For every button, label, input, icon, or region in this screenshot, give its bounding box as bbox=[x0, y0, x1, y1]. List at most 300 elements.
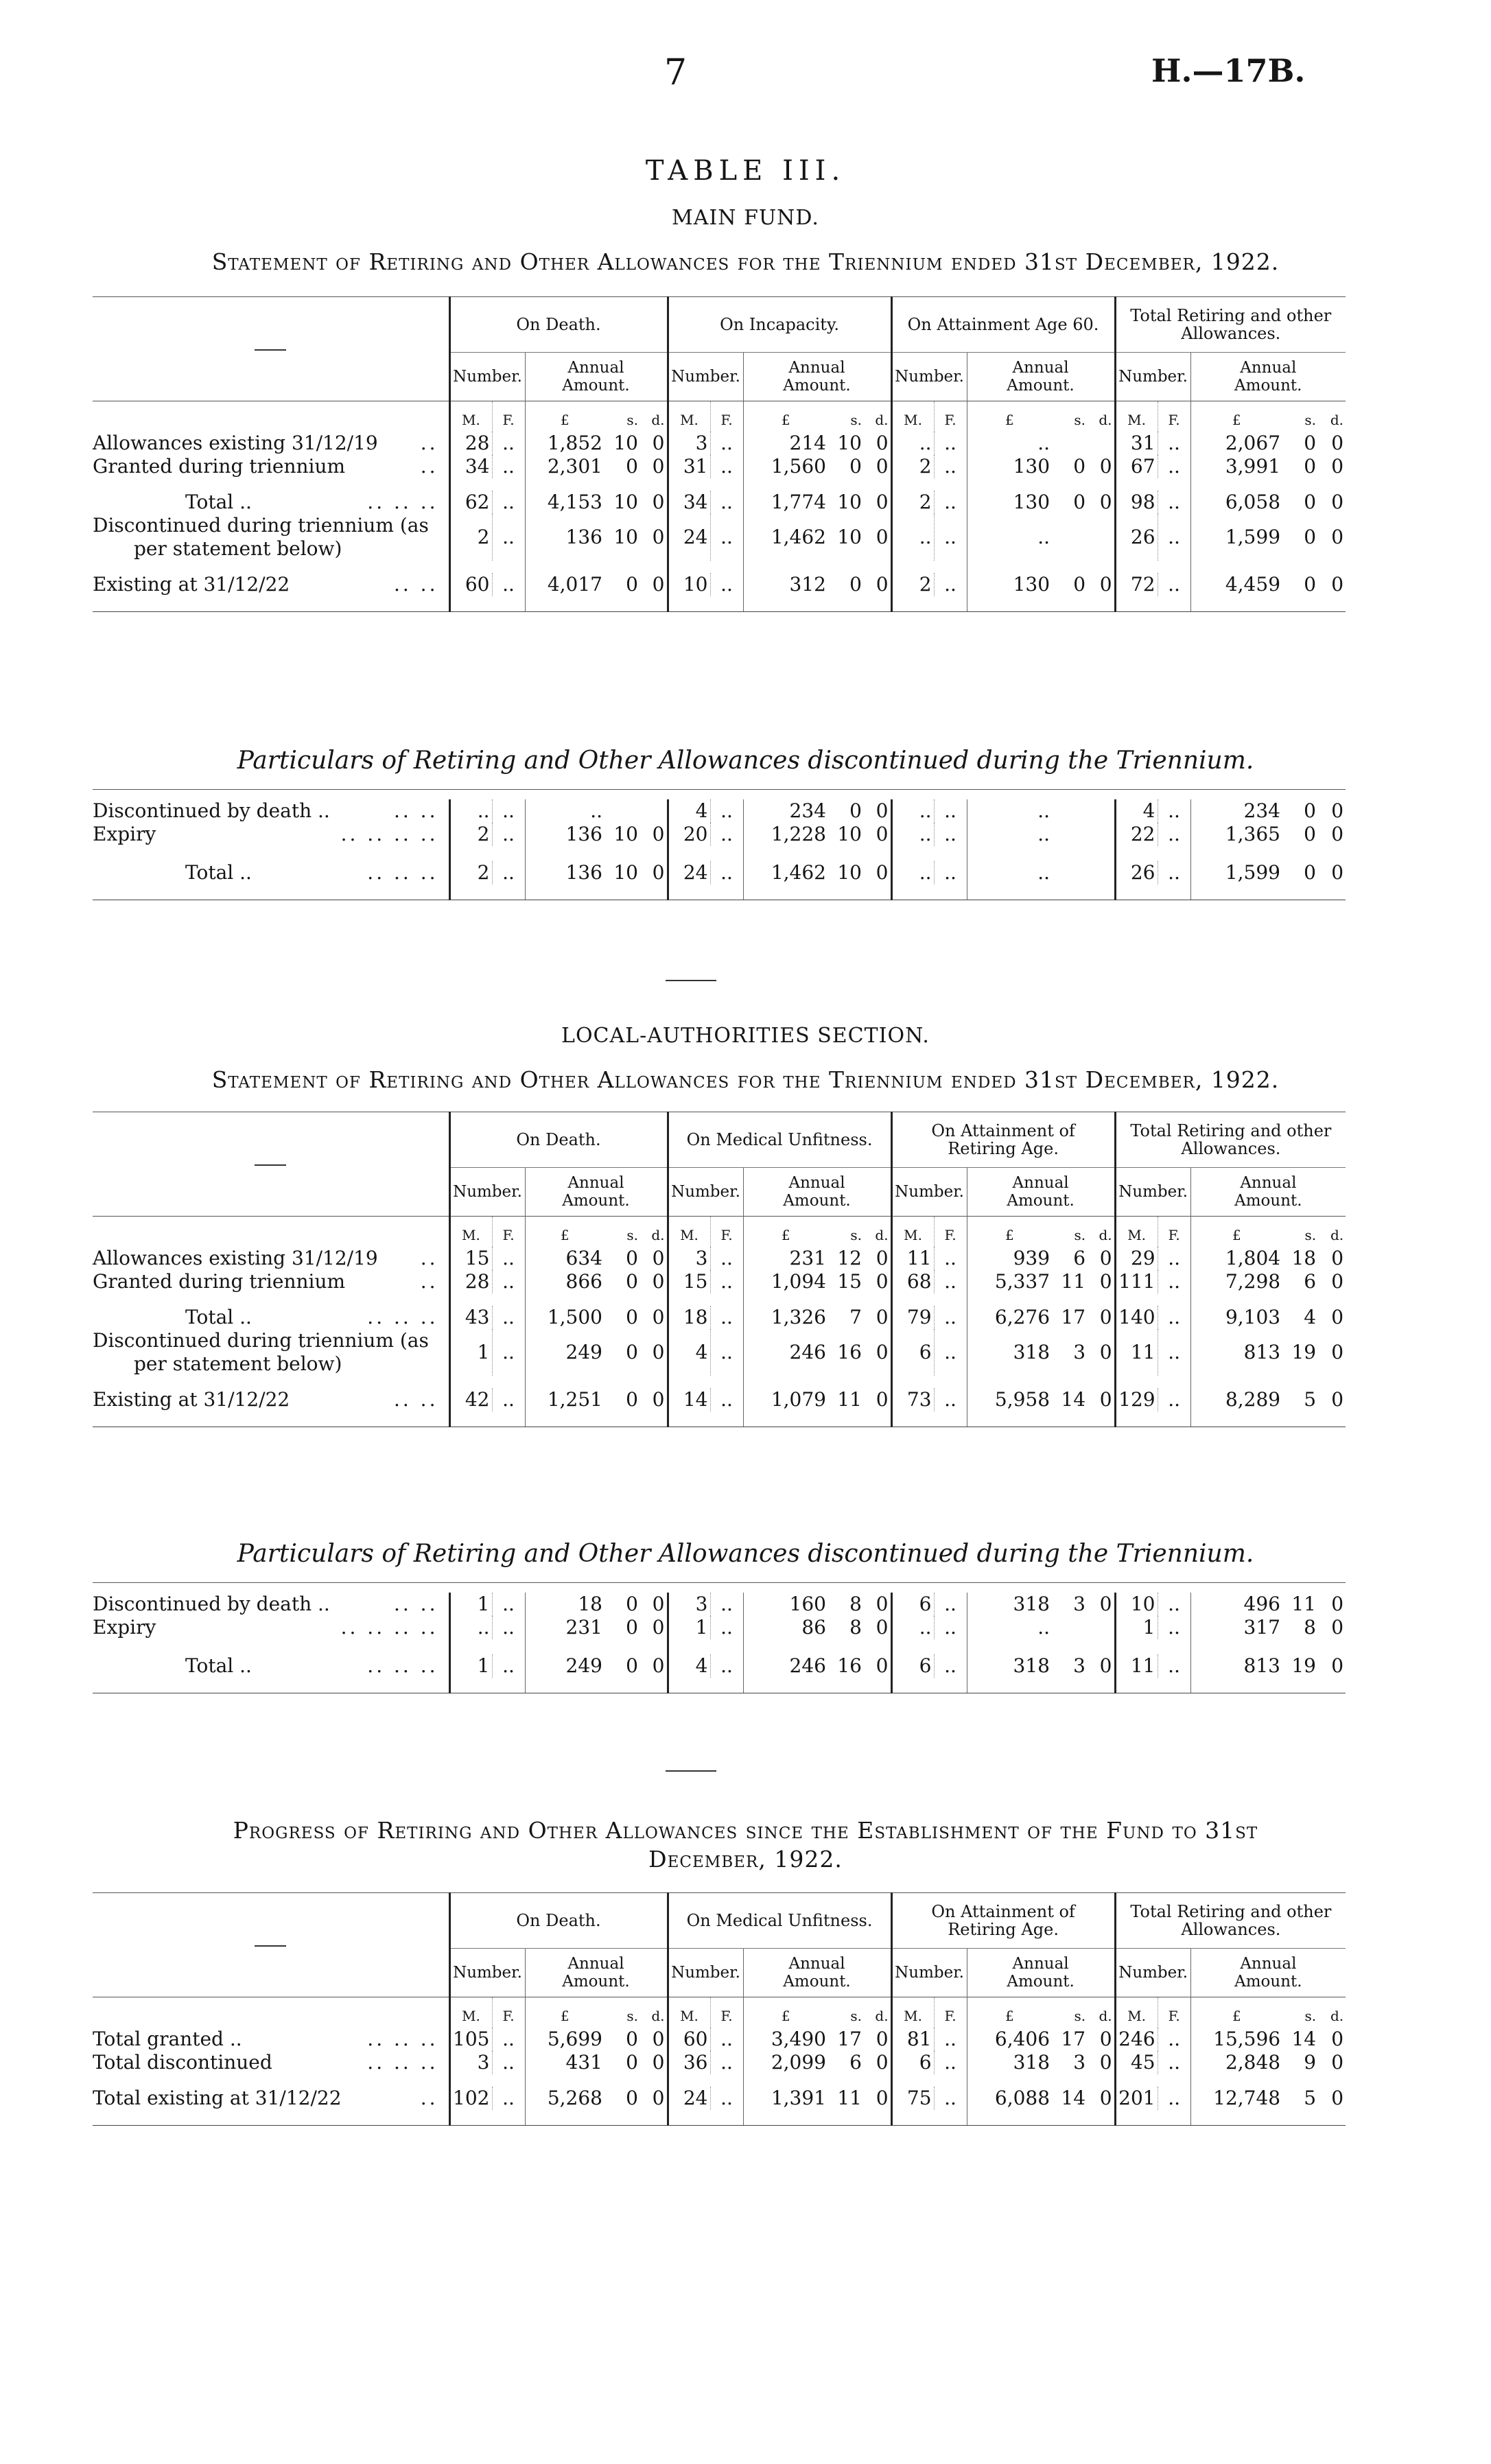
count-m: 43 bbox=[449, 1306, 492, 1329]
table-row bbox=[93, 1247, 1346, 1270]
amount-pence: 0 bbox=[1099, 1341, 1112, 1363]
count-m: 4 bbox=[1115, 799, 1158, 823]
amount-pence: 0 bbox=[1331, 455, 1344, 478]
amount-shillings: 0 bbox=[1073, 491, 1086, 513]
unit-label: M. bbox=[1115, 1217, 1158, 1247]
table-row bbox=[93, 455, 1346, 478]
unit-label: £ bbox=[525, 1217, 604, 1247]
unit-label: d. bbox=[1318, 1997, 1346, 2028]
amount-shillings: 3 bbox=[1073, 2051, 1086, 2074]
amount-pounds: .. bbox=[967, 514, 1052, 561]
count-m: 246 bbox=[1115, 2028, 1158, 2051]
amount-pounds: 130 bbox=[967, 573, 1052, 596]
amount-pence: 0 bbox=[876, 1306, 889, 1328]
count-f: .. bbox=[1158, 514, 1190, 561]
row-label-text: Discontinued during triennium (as bbox=[93, 514, 429, 537]
count-f: .. bbox=[710, 491, 743, 514]
amount-pounds: 9,103 bbox=[1190, 1306, 1282, 1329]
leader-dots: .. .. .. bbox=[367, 491, 438, 513]
amount-shillings: 0 bbox=[626, 1388, 638, 1411]
amount-pounds: 1,094 bbox=[743, 1270, 828, 1293]
dash-mark bbox=[255, 349, 286, 351]
annual-amount-header: Annual Amount. bbox=[1190, 1168, 1346, 1217]
amount-shillings: 0 bbox=[1304, 455, 1317, 478]
amount-pounds: 130 bbox=[967, 491, 1052, 514]
table-bottom-rule bbox=[93, 884, 1346, 900]
amount-shillings: 17 bbox=[1061, 1306, 1086, 1328]
amount-pence bbox=[640, 799, 668, 823]
amount-shillings: 11 bbox=[837, 2087, 862, 2109]
count-f: .. bbox=[492, 432, 525, 455]
amount-pounds: .. bbox=[967, 861, 1052, 884]
amount-shillings: 0 bbox=[1073, 455, 1086, 478]
row-label bbox=[93, 1616, 449, 1639]
count-f: .. bbox=[1158, 823, 1190, 846]
unit-label: d. bbox=[864, 1217, 891, 1247]
count-m: 1 bbox=[449, 1593, 492, 1616]
row-label-continued: per statement below) bbox=[134, 537, 342, 560]
row-label bbox=[93, 1654, 449, 1678]
annual-amount-header: Annual Amount. bbox=[967, 353, 1115, 401]
amount-shillings bbox=[1052, 1616, 1088, 1639]
count-f: .. bbox=[1158, 1616, 1190, 1639]
count-f: .. bbox=[492, 1616, 525, 1639]
count-m: 72 bbox=[1115, 573, 1158, 596]
number-header: Number. bbox=[668, 353, 743, 401]
amount-pounds: 1,462 bbox=[743, 514, 828, 561]
progress-heading-line-2: December, 1922. bbox=[648, 1846, 843, 1873]
amount-shillings: 0 bbox=[1304, 861, 1316, 884]
count-f: .. bbox=[934, 1616, 967, 1639]
column-group-3: On Attainment Age 60. bbox=[891, 297, 1115, 353]
amount-pence bbox=[1088, 861, 1115, 884]
amount-pence bbox=[1088, 799, 1115, 823]
amount-shillings: 9 bbox=[1304, 2051, 1317, 2074]
count-f: .. bbox=[710, 1654, 743, 1678]
unit-label: £ bbox=[525, 1997, 604, 2028]
amount-shillings: 8 bbox=[849, 1616, 862, 1639]
count-m: 75 bbox=[891, 2087, 934, 2110]
amount-pence: 0 bbox=[652, 2087, 665, 2109]
count-m: 6 bbox=[891, 1593, 934, 1616]
count-f: .. bbox=[1158, 1593, 1190, 1616]
annual-amount-header: Annual Amount. bbox=[967, 1168, 1115, 1217]
amount-pence: 0 bbox=[1099, 2051, 1112, 2074]
row-label-text: Total .. bbox=[185, 491, 252, 513]
count-m: 2 bbox=[449, 823, 492, 846]
table-row bbox=[93, 514, 1346, 561]
amount-pounds: 136 bbox=[525, 514, 604, 561]
count-m: 6 bbox=[891, 2051, 934, 2074]
amount-shillings bbox=[1052, 861, 1088, 884]
amount-pence bbox=[1088, 432, 1115, 455]
count-f: .. bbox=[1158, 1306, 1190, 1329]
count-m: 2 bbox=[891, 573, 934, 596]
amount-pounds: 2,848 bbox=[1190, 2051, 1282, 2074]
count-f: .. bbox=[934, 1247, 967, 1270]
unit-header-row bbox=[93, 401, 1346, 432]
amount-pounds: 431 bbox=[525, 2051, 604, 2074]
amount-pounds: 5,337 bbox=[967, 1270, 1052, 1293]
count-m: .. bbox=[891, 799, 934, 823]
count-f: .. bbox=[492, 2028, 525, 2051]
unit-label: £ bbox=[525, 401, 604, 432]
unit-label: d. bbox=[1088, 1997, 1115, 2028]
amount-pence: 0 bbox=[652, 1654, 665, 1677]
dash-mark bbox=[255, 1164, 286, 1166]
leader-dots: .. .. .. bbox=[367, 1306, 438, 1328]
amount-shillings: 17 bbox=[837, 2028, 862, 2050]
count-f: .. bbox=[1158, 573, 1190, 596]
row-spacer bbox=[93, 478, 1346, 491]
amount-shillings: 0 bbox=[626, 1593, 638, 1615]
unit-label: £ bbox=[1190, 1997, 1282, 2028]
count-f: .. bbox=[710, 1593, 743, 1616]
column-group-header bbox=[93, 1112, 1346, 1168]
unit-label: s. bbox=[604, 401, 640, 432]
row-label-text: Existing at 31/12/22 bbox=[93, 573, 290, 596]
count-f: .. bbox=[492, 1388, 525, 1411]
amount-shillings: 0 bbox=[626, 1341, 638, 1363]
amount-pounds: 6,276 bbox=[967, 1306, 1052, 1329]
row-spacer bbox=[93, 1639, 1346, 1654]
leader-dots: .. .. .. bbox=[367, 2051, 438, 2074]
unit-label: £ bbox=[1190, 401, 1282, 432]
amount-pounds: 939 bbox=[967, 1247, 1052, 1270]
count-m: 2 bbox=[449, 861, 492, 884]
count-m: 102 bbox=[449, 2087, 492, 2110]
amount-pounds: .. bbox=[967, 799, 1052, 823]
unit-label: s. bbox=[828, 1997, 864, 2028]
unit-label: s. bbox=[1282, 401, 1318, 432]
count-f: .. bbox=[934, 2087, 967, 2110]
unit-label: d. bbox=[1318, 1217, 1346, 1247]
amount-pence: 0 bbox=[1331, 1388, 1344, 1411]
number-header: Number. bbox=[668, 1168, 743, 1217]
number-header: Number. bbox=[891, 1168, 967, 1217]
count-m: 24 bbox=[668, 861, 710, 884]
amount-pence: 0 bbox=[652, 573, 665, 596]
count-m: .. bbox=[891, 861, 934, 884]
leader-dots: .. .. bbox=[393, 573, 438, 596]
annual-amount-header: Annual Amount. bbox=[525, 353, 668, 401]
page-number: 7 bbox=[664, 52, 688, 93]
amount-pounds: .. bbox=[967, 1616, 1052, 1639]
amount-shillings: 11 bbox=[1291, 1593, 1316, 1615]
leader-dots: .. .. bbox=[393, 1593, 438, 1615]
amount-pence: 0 bbox=[876, 1616, 889, 1639]
amount-shillings: 0 bbox=[626, 1306, 638, 1328]
amount-pounds: 1,365 bbox=[1190, 823, 1282, 846]
amount-pence: 0 bbox=[1331, 799, 1344, 822]
count-f: .. bbox=[934, 2051, 967, 2074]
amount-pounds: 2,301 bbox=[525, 455, 604, 478]
count-f: .. bbox=[492, 1270, 525, 1293]
count-f: .. bbox=[1158, 799, 1190, 823]
amount-pence: 0 bbox=[876, 823, 889, 845]
count-m: 34 bbox=[668, 491, 710, 514]
count-f: .. bbox=[934, 1388, 967, 1411]
amount-pence: 0 bbox=[652, 2028, 665, 2050]
row-label bbox=[93, 514, 449, 561]
row-label-text: Discontinued during triennium (as bbox=[93, 1329, 429, 1352]
dash-mark bbox=[255, 1945, 286, 1947]
amount-shillings: 0 bbox=[1304, 432, 1317, 454]
amount-pence: 0 bbox=[1331, 861, 1344, 884]
count-f: .. bbox=[934, 799, 967, 823]
count-f: .. bbox=[934, 1306, 967, 1329]
row-spacer bbox=[93, 561, 1346, 573]
count-m: 60 bbox=[668, 2028, 710, 2051]
unit-label: £ bbox=[743, 401, 828, 432]
amount-shillings: 5 bbox=[1304, 1388, 1317, 1411]
table-row bbox=[93, 861, 1346, 884]
number-header: Number. bbox=[1115, 353, 1190, 401]
amount-shillings: 10 bbox=[837, 861, 862, 884]
row-label-text: Total .. bbox=[185, 861, 252, 884]
unit-label: £ bbox=[743, 1217, 828, 1247]
count-m: 26 bbox=[1115, 861, 1158, 884]
count-m: 15 bbox=[668, 1270, 710, 1293]
amount-shillings: 0 bbox=[626, 1247, 638, 1269]
leader-dots: .. .. .. bbox=[367, 2028, 438, 2050]
amount-pence: 0 bbox=[1331, 432, 1344, 454]
count-f: .. bbox=[710, 799, 743, 823]
amount-pence: 0 bbox=[876, 1270, 889, 1293]
amount-pounds: 1,326 bbox=[743, 1306, 828, 1329]
amount-shillings bbox=[1052, 799, 1088, 823]
table-row bbox=[93, 823, 1346, 846]
local-particulars-heading: Particulars of Retiring and Other Allowances discontinued during the Triennium. bbox=[237, 1540, 1254, 1568]
unit-label: s. bbox=[1282, 1997, 1318, 2028]
amount-pence: 0 bbox=[1099, 2028, 1112, 2050]
amount-shillings: 0 bbox=[1073, 573, 1086, 596]
count-f: .. bbox=[492, 1329, 525, 1376]
unit-label: F. bbox=[1158, 401, 1190, 432]
amount-pounds: 1,079 bbox=[743, 1388, 828, 1411]
amount-shillings: 7 bbox=[849, 1306, 862, 1328]
row-label bbox=[93, 861, 449, 884]
amount-pence: 0 bbox=[1099, 455, 1112, 478]
amount-pence: 0 bbox=[876, 2028, 889, 2050]
count-m: .. bbox=[891, 823, 934, 846]
column-group-1: On Death. bbox=[449, 1112, 668, 1168]
amount-pence: 0 bbox=[876, 491, 889, 513]
amount-pounds: 12,748 bbox=[1190, 2087, 1282, 2110]
amount-pence: 0 bbox=[652, 526, 665, 548]
leader-dots: .. bbox=[420, 432, 438, 454]
amount-shillings: 0 bbox=[626, 1270, 638, 1293]
count-m: 11 bbox=[891, 1247, 934, 1270]
annual-amount-header: Annual Amount. bbox=[525, 1949, 668, 1997]
unit-label: s. bbox=[828, 1217, 864, 1247]
leader-dots: .. .. bbox=[393, 799, 438, 822]
unit-label: s. bbox=[828, 401, 864, 432]
main-fund-subtitle: MAIN FUND. bbox=[672, 206, 819, 230]
count-m: 105 bbox=[449, 2028, 492, 2051]
leader-dots: .. bbox=[420, 1247, 438, 1269]
row-label-text: Total .. bbox=[185, 1654, 252, 1677]
amount-pounds: 231 bbox=[743, 1247, 828, 1270]
annual-amount-header: Annual Amount. bbox=[743, 1168, 891, 1217]
row-label-continued: per statement below) bbox=[134, 1352, 342, 1375]
amount-shillings: 10 bbox=[613, 432, 638, 454]
unit-label: F. bbox=[710, 1217, 743, 1247]
unit-label: M. bbox=[449, 401, 492, 432]
amount-shillings: 6 bbox=[1304, 1270, 1317, 1293]
table-row bbox=[93, 1616, 1346, 1639]
unit-label: M. bbox=[449, 1997, 492, 2028]
amount-pounds: 5,699 bbox=[525, 2028, 604, 2051]
amount-shillings: 8 bbox=[1304, 1616, 1316, 1639]
amount-pence: 0 bbox=[1331, 2087, 1344, 2109]
amount-pounds: 6,088 bbox=[967, 2087, 1052, 2110]
amount-pounds: 318 bbox=[967, 1329, 1052, 1376]
amount-shillings: 10 bbox=[837, 526, 862, 548]
count-f: .. bbox=[934, 514, 967, 561]
amount-pounds: 4,153 bbox=[525, 491, 604, 514]
amount-shillings: 10 bbox=[837, 491, 862, 513]
unit-label: s. bbox=[1052, 1997, 1088, 2028]
unit-label: d. bbox=[1088, 1217, 1115, 1247]
count-f: .. bbox=[934, 1270, 967, 1293]
amount-pounds: 249 bbox=[525, 1654, 604, 1678]
unit-label: £ bbox=[1190, 1217, 1282, 1247]
amount-pence: 0 bbox=[876, 526, 889, 548]
amount-pounds: 1,804 bbox=[1190, 1247, 1282, 1270]
annual-amount-header: Annual Amount. bbox=[525, 1168, 668, 1217]
count-m: .. bbox=[891, 1616, 934, 1639]
amount-pounds: 813 bbox=[1190, 1654, 1282, 1678]
row-label bbox=[93, 1329, 449, 1376]
unit-label: s. bbox=[1052, 401, 1088, 432]
amount-shillings: 0 bbox=[1304, 526, 1317, 548]
unit-header-label bbox=[93, 401, 449, 432]
table-row bbox=[93, 432, 1346, 455]
amount-shillings bbox=[1052, 432, 1088, 455]
section-divider bbox=[666, 980, 716, 981]
amount-shillings: 0 bbox=[849, 573, 862, 596]
amount-pounds: 5,268 bbox=[525, 2087, 604, 2110]
count-f: .. bbox=[492, 491, 525, 514]
row-label-header bbox=[93, 297, 449, 401]
number-header: Number. bbox=[449, 1168, 525, 1217]
count-m: 67 bbox=[1115, 455, 1158, 478]
amount-pounds: 4,459 bbox=[1190, 573, 1282, 596]
table-bottom-rule bbox=[93, 2110, 1346, 2126]
amount-pence: 0 bbox=[876, 455, 889, 478]
leader-dots: .. .. .. bbox=[367, 861, 438, 884]
amount-shillings: 10 bbox=[837, 432, 862, 454]
amount-pounds: 1,560 bbox=[743, 455, 828, 478]
annual-amount-header: Annual Amount. bbox=[743, 353, 891, 401]
amount-pounds: 318 bbox=[967, 1654, 1052, 1678]
unit-label: £ bbox=[743, 1997, 828, 2028]
amount-shillings: 19 bbox=[1291, 1654, 1316, 1677]
row-spacer bbox=[93, 2074, 1346, 2087]
amount-pounds: 136 bbox=[525, 823, 604, 846]
amount-pounds: 2,099 bbox=[743, 2051, 828, 2074]
count-m: 28 bbox=[449, 432, 492, 455]
number-header: Number. bbox=[449, 1949, 525, 1997]
count-m: 62 bbox=[449, 491, 492, 514]
unit-label: £ bbox=[967, 401, 1052, 432]
count-m: 26 bbox=[1115, 514, 1158, 561]
unit-header-label bbox=[93, 1997, 449, 2028]
amount-shillings: 17 bbox=[1061, 2028, 1086, 2050]
amount-shillings bbox=[1052, 514, 1088, 561]
unit-header-label bbox=[93, 1217, 449, 1247]
amount-pence bbox=[1088, 823, 1115, 846]
amount-shillings: 19 bbox=[1291, 1341, 1317, 1363]
count-f: .. bbox=[1158, 2051, 1190, 2074]
amount-pence: 0 bbox=[652, 823, 665, 845]
amount-pence: 0 bbox=[1331, 1616, 1344, 1639]
row-label bbox=[93, 1306, 449, 1329]
unit-label: F. bbox=[492, 401, 525, 432]
unit-label: s. bbox=[604, 1217, 640, 1247]
amount-shillings: 14 bbox=[1061, 2087, 1086, 2109]
count-f: .. bbox=[710, 1306, 743, 1329]
row-label bbox=[93, 2051, 449, 2074]
row-label bbox=[93, 2087, 449, 2110]
amount-pence: 0 bbox=[652, 1616, 665, 1639]
count-m: 1 bbox=[1115, 1616, 1158, 1639]
count-m: 3 bbox=[668, 1247, 710, 1270]
amount-pence: 0 bbox=[1331, 1306, 1344, 1328]
unit-label: d. bbox=[1318, 401, 1346, 432]
amount-shillings: 14 bbox=[1061, 1388, 1086, 1411]
count-m: 45 bbox=[1115, 2051, 1158, 2074]
amount-pounds: 1,599 bbox=[1190, 861, 1282, 884]
amount-pence: 0 bbox=[876, 1341, 889, 1363]
count-m: 31 bbox=[668, 455, 710, 478]
table-row bbox=[93, 1388, 1346, 1411]
amount-shillings: 3 bbox=[1073, 1654, 1085, 1677]
count-f: .. bbox=[934, 2028, 967, 2051]
amount-pence: 0 bbox=[876, 1593, 889, 1615]
amount-shillings: 16 bbox=[837, 1654, 862, 1677]
amount-pounds: 1,774 bbox=[743, 491, 828, 514]
count-f: .. bbox=[710, 514, 743, 561]
amount-pounds: 2,067 bbox=[1190, 432, 1282, 455]
table-row bbox=[93, 1270, 1346, 1293]
amount-pence: 0 bbox=[652, 861, 665, 884]
count-m: .. bbox=[449, 799, 492, 823]
row-spacer bbox=[93, 1293, 1346, 1306]
amount-pounds: 15,596 bbox=[1190, 2028, 1282, 2051]
count-m: 22 bbox=[1115, 823, 1158, 846]
count-m: 140 bbox=[1115, 1306, 1158, 1329]
count-m: 20 bbox=[668, 823, 710, 846]
row-spacer bbox=[93, 846, 1346, 861]
amount-pence: 0 bbox=[1331, 1593, 1344, 1615]
count-m: .. bbox=[449, 1616, 492, 1639]
column-group-4: Total Retiring and other Allowances. bbox=[1115, 1893, 1346, 1949]
table-bottom-rule bbox=[93, 1678, 1346, 1693]
unit-label: d. bbox=[1088, 401, 1115, 432]
row-label-text: Expiry bbox=[93, 1616, 156, 1639]
amount-pence: 0 bbox=[1331, 2051, 1344, 2074]
unit-label: F. bbox=[934, 1997, 967, 2028]
amount-pence: 0 bbox=[876, 1247, 889, 1269]
count-f: .. bbox=[1158, 1654, 1190, 1678]
count-f: .. bbox=[710, 2051, 743, 2074]
count-m: 68 bbox=[891, 1270, 934, 1293]
amount-shillings: 0 bbox=[626, 2087, 638, 2109]
amount-pounds: 86 bbox=[743, 1616, 828, 1639]
amount-pence: 0 bbox=[1099, 573, 1112, 596]
